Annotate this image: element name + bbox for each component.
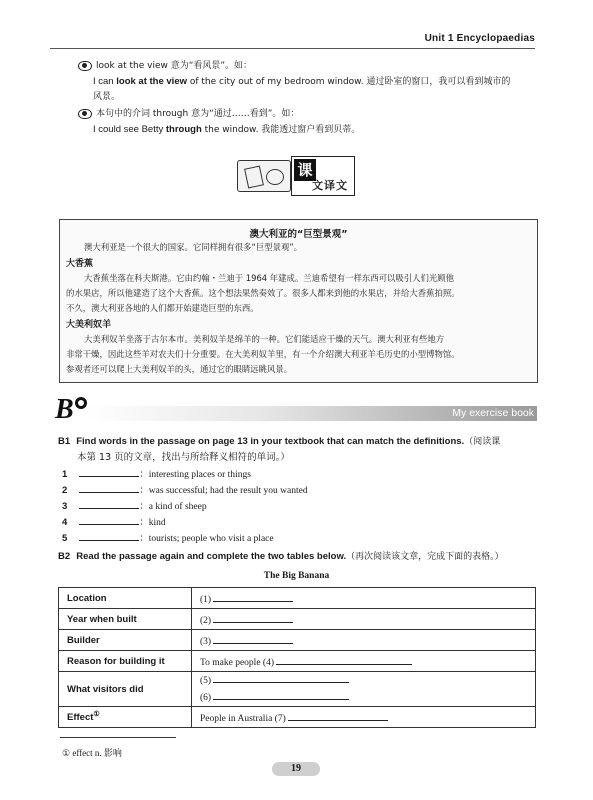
big-banana-table: [58, 587, 536, 728]
b1-item: 3 ：a kind of sheep: [62, 498, 207, 515]
b1-item: 4 ：kind: [62, 514, 166, 531]
unit-header: Unit 1 Encyclopaedias: [424, 33, 535, 44]
answer-blank[interactable]: [213, 633, 293, 644]
answer-blank[interactable]: [276, 654, 412, 665]
section-line: 大香蕉坐落在科夫斯港。它由约翰・兰迪于 1964 年建成。兰迪希望有一样东西可以吸引人们光顾他: [84, 273, 455, 283]
answer-blank[interactable]: [79, 482, 139, 493]
table-row: [59, 588, 536, 609]
row-value: (5) (6): [192, 672, 536, 707]
note-1-example-wrap: 风景。: [93, 92, 121, 102]
section-line: 大美利奴羊坐落于古尔本市。美利奴羊是绵羊的一种。它们能适应干燥的天气。澳大利亚有些地方: [84, 334, 445, 344]
row-value: (3): [192, 630, 536, 651]
badge-box: [291, 156, 355, 196]
footnote: ① effect n. 影响: [62, 748, 122, 758]
exercise-book-label: My exercise book: [452, 407, 534, 419]
answer-blank[interactable]: [79, 466, 139, 477]
section-heading: 大美利奴羊: [66, 320, 112, 330]
badge-char: 课: [294, 159, 316, 181]
table-row: [59, 707, 536, 728]
note-2-example: I could see Betty through the window. 我能透过窗户看到贝蒂。: [93, 124, 361, 135]
answer-blank[interactable]: [288, 710, 388, 721]
section-line: 参观者还可以爬上大美利奴羊的头，通过它的眼睛远眺风景。: [66, 364, 293, 374]
section-heading: 大香蕉: [66, 259, 94, 269]
translation-title: 澳大利亚的“巨型景观”: [249, 229, 348, 240]
answer-blank[interactable]: [213, 672, 349, 683]
answer-blank[interactable]: [213, 612, 293, 623]
page-number: 19: [272, 762, 320, 776]
section-line: 的水果店，所以他建造了这个大香蕉。这个想法果然奏效了。很多人都来到他的水果店，并给大香蕉拍照。: [66, 288, 460, 298]
answer-blank[interactable]: [79, 514, 139, 525]
row-value: To make people (4): [192, 651, 536, 672]
row-value: (1): [192, 588, 536, 609]
row-label: Builder: [59, 630, 192, 651]
row-label: Year when built: [59, 609, 192, 630]
exercise-book-bar: [85, 406, 537, 421]
note-1-example: I can look at the view of the city out of my bedroom window. 通过卧室的窗口，我可以看到城市的: [93, 76, 511, 87]
reading-illustration-icon: [237, 160, 291, 192]
section-line: 不久，澳大利亚各地的人们都开始建造巨型的东西。: [66, 303, 259, 313]
answer-blank[interactable]: [79, 498, 139, 509]
b1-instruction-cn: 本第 13 页的文章，找出与所给释义相符的单词。）: [77, 452, 290, 463]
eye-icon: [78, 109, 92, 119]
row-label: Effect①: [59, 707, 192, 728]
footnote-rule: [60, 737, 176, 738]
b1-instruction: B1 Find words in the passage on page 13 in your textbook that can match the definitions.（阅读课: [58, 436, 501, 447]
table-row: [59, 672, 536, 707]
answer-blank[interactable]: [213, 689, 349, 700]
b1-item: 2 ：was successful; had the result you wanted: [62, 482, 308, 499]
b1-item: 1 ：interesting places or things: [62, 466, 251, 483]
badge-text: 文译文: [312, 179, 348, 192]
table-row: [59, 651, 536, 672]
row-label: What visitors did: [59, 672, 192, 707]
translation-box: [59, 219, 538, 383]
b2-instruction: B2 Read the passage again and complete the two tables below.（再次阅读该文章，完成下面的表格。）: [58, 551, 504, 562]
translation-intro: 澳大利亚是一个很大的国家。它同样拥有很多“巨型景观”。: [84, 242, 303, 252]
row-value: People in Australia (7): [192, 707, 536, 728]
eye-icon: [78, 61, 92, 71]
text-translation-badge: [237, 156, 357, 196]
note-1: look at the view 意为“看风景”。如：: [78, 58, 252, 74]
section-line: 非常干燥，因此这些羊对农夫们十分重要。在大美利奴羊里，有一个介绍澳大利亚羊毛历史的小型博物馆。: [66, 349, 460, 359]
row-label: Reason for building it: [59, 651, 192, 672]
header-rule: [50, 48, 535, 49]
table-row: [59, 630, 536, 651]
row-label: Location: [59, 588, 192, 609]
b1-item: 5 ：tourists; people who visit a place: [62, 530, 274, 547]
answer-blank[interactable]: [213, 591, 293, 602]
table-row: [59, 609, 536, 630]
answer-blank[interactable]: [79, 530, 139, 541]
row-value: (2): [192, 609, 536, 630]
exercise-book-logo-icon: B: [55, 395, 89, 425]
table-title: The Big Banana: [263, 571, 330, 581]
note-2: 本句中的介词 through 意为“通过……看到”。如：: [78, 106, 299, 122]
